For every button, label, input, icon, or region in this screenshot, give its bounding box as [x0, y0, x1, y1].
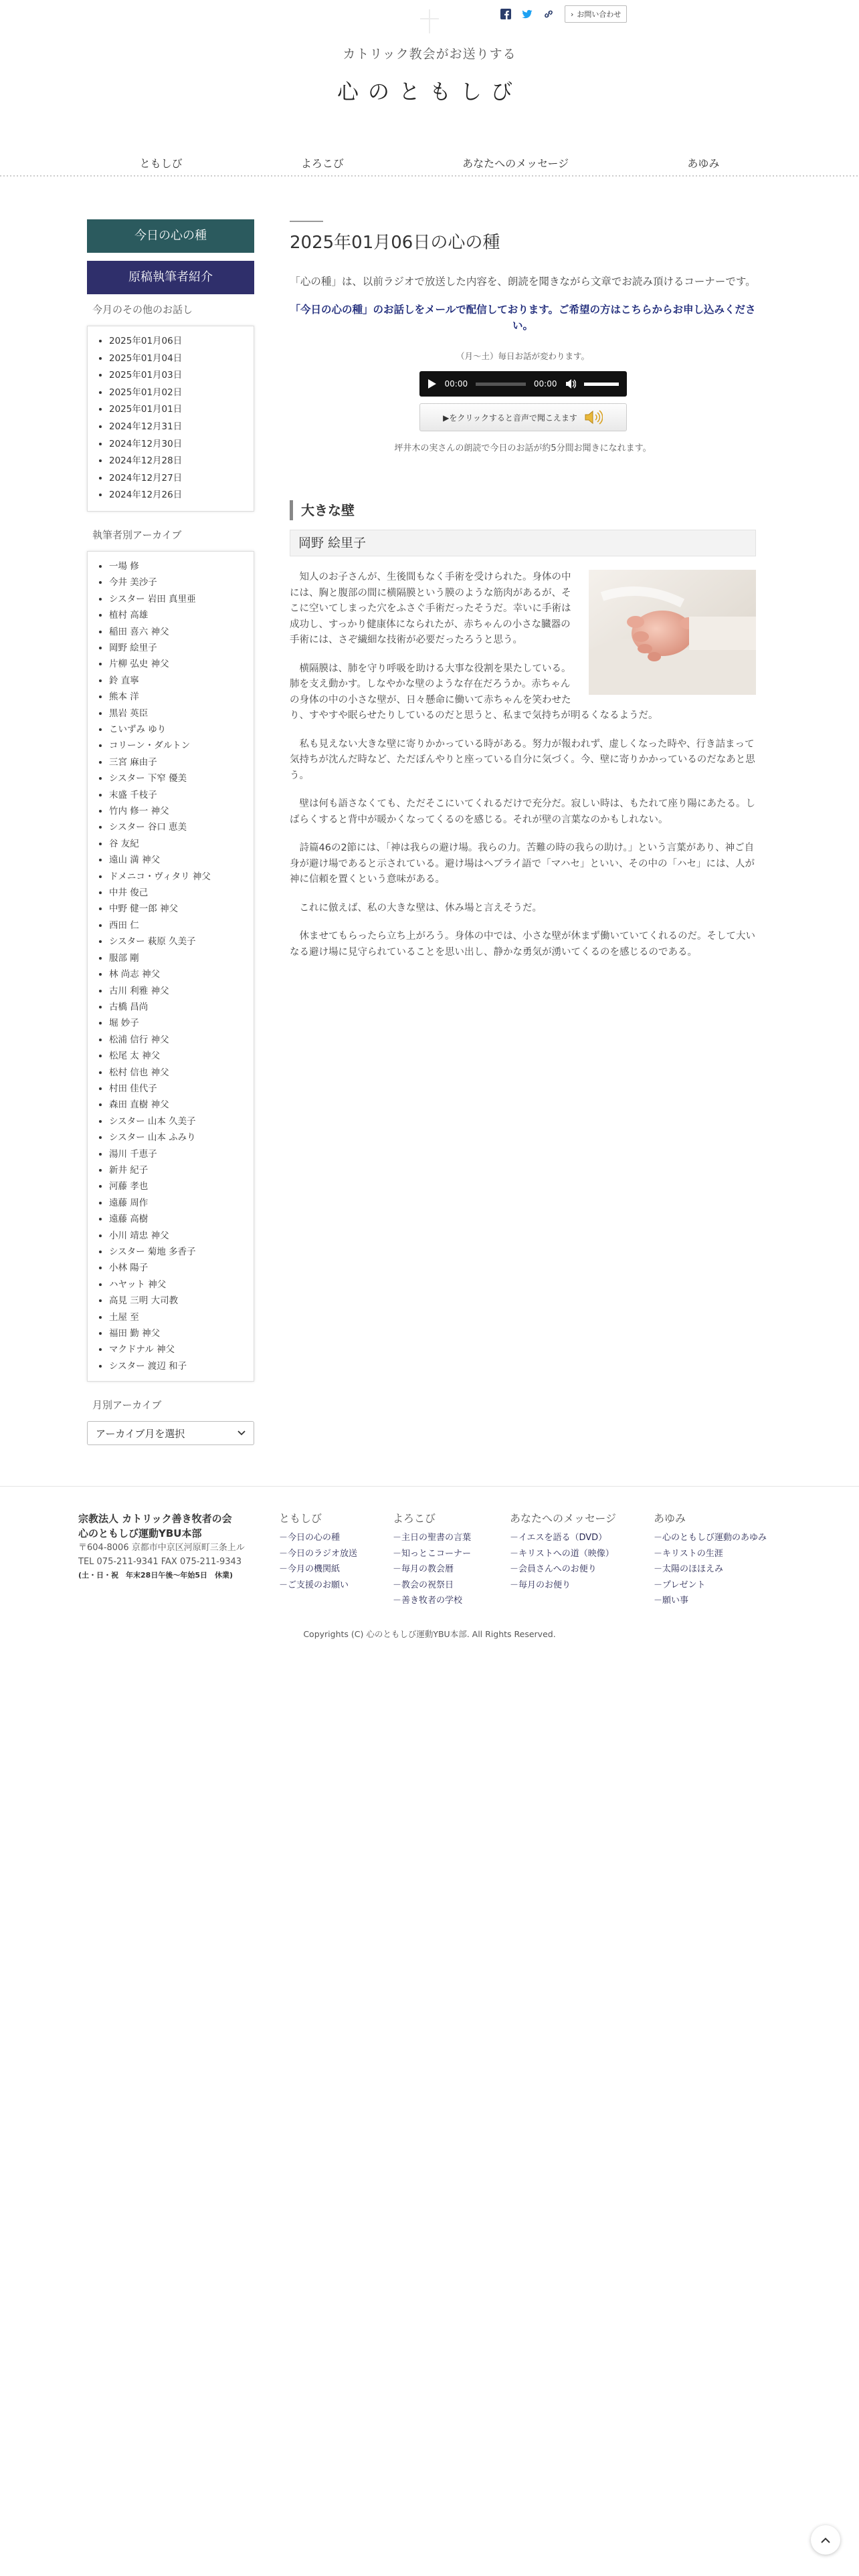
author-link[interactable]: • 黒岩 英臣 — [109, 706, 246, 722]
author-link[interactable]: • 湯川 千恵子 — [109, 1146, 246, 1162]
author-link[interactable]: • 古橋 昌尚 — [109, 999, 246, 1015]
footer-link-label: 今日の心の種 — [288, 1533, 341, 1543]
schedule-note: （月～土）毎日お話が変わります。 — [456, 351, 589, 361]
chevron-right-icon: › — [571, 9, 574, 19]
footer-column — [393, 1511, 471, 1609]
author-link[interactable]: • 西田 仁 — [109, 918, 246, 934]
footer-link[interactable] — [279, 1530, 357, 1546]
copyright: Copyrights (C) 心のともしび運動YBU本部. All Rights Reserved. — [303, 1629, 556, 1639]
volume-icon[interactable] — [565, 379, 576, 389]
audio-current-time: 00:00 — [444, 379, 468, 389]
author-link[interactable]: • こいずみ ゆり — [109, 722, 246, 738]
footer-link-label: 毎月のお便り — [518, 1580, 571, 1590]
author-link[interactable]: • 高見 三明 大司教 — [109, 1293, 246, 1309]
dash-icon: － — [393, 1596, 402, 1606]
dash-icon: － — [279, 1533, 288, 1543]
other-stories-heading: 今月のその他のお話し — [92, 304, 193, 316]
story-date-link[interactable]: • 2025年01月02日 — [109, 385, 246, 402]
author-link[interactable]: • 小川 靖忠 神父 — [109, 1228, 246, 1244]
audio-progress-bar[interactable] — [476, 383, 526, 386]
author-link[interactable]: • シスター 萩原 久美子 — [109, 934, 246, 950]
footer-link-label: 教会の祝祭日 — [401, 1580, 454, 1590]
footer-link[interactable] — [393, 1578, 471, 1594]
footer-column-title[interactable]: ともしび — [279, 1512, 322, 1525]
author-link[interactable]: • 鈴 直寧 — [109, 673, 246, 689]
cross-decoration — [418, 8, 441, 35]
footer-link[interactable] — [654, 1546, 767, 1562]
story-date-link[interactable]: • 2024年12月27日 — [109, 470, 246, 488]
story-date-link[interactable]: • 2025年01月01日 — [109, 401, 246, 419]
author-link[interactable]: • 新井 紀子 — [109, 1162, 246, 1178]
audio-player — [419, 371, 627, 397]
dash-icon: － — [510, 1548, 519, 1559]
dash-icon: － — [654, 1533, 663, 1543]
footer-link-label: 毎月の教会暦 — [401, 1564, 454, 1574]
footer-link-label: 太陽のほほえみ — [662, 1564, 724, 1574]
dash-icon: － — [510, 1580, 519, 1590]
story-date-link[interactable]: • 2024年12月30日 — [109, 436, 246, 453]
monthly-archive-select[interactable] — [87, 1421, 254, 1445]
author-link[interactable]: • シスター 山本 ふみり — [109, 1130, 246, 1146]
author-link[interactable]: • コリーン・ダルトン — [109, 738, 246, 754]
author-link[interactable]: • 片柳 弘史 神父 — [109, 656, 246, 672]
main-content — [290, 221, 756, 973]
author-link[interactable]: • 熊本 洋 — [109, 689, 246, 705]
nav-item-tomoshibi[interactable]: ともしび — [139, 156, 183, 170]
social-bar — [500, 4, 627, 24]
footer-link-label: 知っとこコーナー — [401, 1548, 472, 1559]
monthly-archive-heading: 月別アーカイブ — [92, 1399, 162, 1412]
contact-label: お問い合わせ — [577, 10, 622, 19]
site-title[interactable]: 心のともしび — [337, 79, 522, 104]
footer-link-label: キリストの生涯 — [662, 1548, 723, 1559]
speaker-icon — [584, 409, 603, 425]
author-link[interactable]: • シスター 岩田 真里亜 — [109, 591, 246, 607]
essay-paragraph: 休ませてもらったら立ち上がろう。身体の中では、小さな壁が休まず働いていてくれるのだ。そして大いなる避け場に見守られていることを思い出し、静かな勇気が湧いてくるのを感じるのである。 — [290, 931, 755, 958]
story-date-link[interactable]: • 2025年01月04日 — [109, 350, 246, 368]
footer-column-title[interactable]: あなたへのメッセージ — [510, 1512, 617, 1525]
footer-column — [654, 1511, 767, 1609]
author-link[interactable]: • 遠藤 高樹 — [109, 1211, 246, 1227]
author-link[interactable]: • シスター 菊地 多香子 — [109, 1244, 246, 1260]
footer-link[interactable] — [510, 1578, 616, 1594]
footer-link[interactable] — [654, 1578, 767, 1594]
footer-link[interactable] — [279, 1578, 357, 1594]
title-rule — [290, 221, 323, 222]
footer-org-subname: 心のともしび運動YBU本部 — [78, 1527, 202, 1539]
story-date-link[interactable]: • 2025年01月06日 — [109, 333, 246, 350]
intro-text: 「心の種」は、以前ラジオで放送した内容を、朗読を聞きながら文章でお読み頂けるコーナーです。 — [290, 276, 756, 288]
dash-icon: － — [654, 1564, 663, 1574]
footer-org-info — [78, 1511, 259, 1582]
footer-link[interactable] — [393, 1593, 471, 1609]
dash-icon: － — [393, 1533, 402, 1543]
footer-link-label: 願い事 — [662, 1596, 689, 1606]
reader-note: 坪井木の実さんの朗読で今日のお話が約5分間お聞きになれます。 — [394, 443, 652, 453]
back-to-top-button[interactable] — [811, 2525, 840, 2555]
author-link[interactable]: • 森田 直樹 神父 — [109, 1097, 246, 1113]
footer-column-title[interactable]: あゆみ — [654, 1512, 686, 1525]
chevron-down-icon — [237, 1430, 246, 1436]
essay-paragraph: 壁は何も語さなくても、ただそこにいてくれるだけで充分だ。寂しい時は、もたれて座り陽にあたる。しばらくすると背中が暖かくなってくるのを感じる。それが壁の言葉なのかもしれない。 — [290, 798, 755, 825]
author-link[interactable]: • ドメニコ・ヴィタリ 神父 — [109, 869, 246, 885]
story-date-link[interactable]: • 2024年12月28日 — [109, 453, 246, 470]
author-link[interactable]: • 稲田 喜六 神父 — [109, 624, 246, 640]
author-link[interactable]: • 中井 俊己 — [109, 885, 246, 901]
nav-item-ayumi[interactable]: あゆみ — [687, 156, 720, 170]
footer-hours: (土・日・祝 年末28日午後～年始5日 休業) — [78, 1571, 233, 1580]
baby-hand-image — [589, 570, 756, 695]
author-link[interactable]: • 村田 佳代子 — [109, 1081, 246, 1097]
author-link[interactable]: • シスター 山本 久美子 — [109, 1113, 246, 1130]
footer-column — [510, 1511, 616, 1593]
author-link[interactable]: • 竹内 修一 神父 — [109, 803, 246, 819]
footer-link[interactable] — [393, 1530, 471, 1546]
footer-link-label: 善き牧者の学校 — [401, 1596, 463, 1606]
dash-icon: － — [393, 1564, 402, 1574]
author-link[interactable]: • マクドナル 神父 — [109, 1341, 246, 1358]
author-link[interactable]: • 谷 友紀 — [109, 836, 246, 852]
global-nav — [0, 148, 859, 177]
essay-title: 大きな壁 — [290, 500, 756, 520]
author-link[interactable]: • 小林 陽子 — [109, 1260, 246, 1276]
post-title: 2025年01月06日の心の種 — [290, 233, 500, 253]
today-seed-button[interactable]: 今日の心の種 — [87, 219, 254, 253]
footer-tel: TEL 075-211-9341 FAX 075-211-9343 — [78, 1557, 242, 1567]
footer-link[interactable] — [510, 1562, 616, 1578]
author-list — [96, 558, 246, 1374]
chevron-up-icon — [821, 2537, 830, 2543]
other-stories-box — [87, 326, 254, 512]
author-link[interactable]: • 福田 勤 神父 — [109, 1325, 246, 1341]
author-link[interactable]: • 松浦 信行 神父 — [109, 1032, 246, 1048]
essay-body — [290, 570, 756, 960]
contact-button[interactable] — [565, 5, 627, 23]
footer-link[interactable] — [510, 1530, 616, 1546]
story-date-link[interactable]: • 2024年12月26日 — [109, 487, 246, 504]
author-link[interactable]: • 古川 利雅 神父 — [109, 983, 246, 999]
nav-item-message[interactable]: あなたへのメッセージ — [462, 156, 569, 170]
footer-link[interactable] — [510, 1546, 616, 1562]
nav-item-yorokobi[interactable]: よろこび — [300, 156, 344, 170]
essay-paragraph: 横隔膜は、肺を守り呼吸を助ける大事な役割を果たしている。肺を支え動かす。しなやかな壁のような存在だろうか。赤ちゃんの身体の中の小さな壁が、日々懸命に働いて赤ちゃんを笑わせたり、すやすや眠らせたりしているのだと思うと、私まで気持ちが明るくなるようだ。 — [290, 663, 658, 721]
footer-link-label: イエスを語る（DVD） — [518, 1533, 607, 1543]
author-link[interactable]: • シスター 谷口 恵美 — [109, 819, 246, 835]
author-link[interactable]: • 遠藤 周作 — [109, 1195, 246, 1211]
link-icon[interactable] — [543, 9, 554, 19]
mail-subscription-link[interactable]: 「今日の心の種」のお話しをメールで配信しております。ご希望の方はこちらからお申し込みください。 — [290, 304, 756, 332]
footer-link-label: 今月の機関紙 — [288, 1564, 341, 1574]
footer-link-label: 主日の聖書の言葉 — [401, 1533, 472, 1543]
author-link[interactable]: • 堀 妙子 — [109, 1015, 246, 1031]
dash-icon: － — [393, 1580, 402, 1590]
listen-audio-button[interactable] — [419, 403, 627, 431]
dash-icon: － — [279, 1548, 288, 1559]
author-archive-box — [87, 551, 254, 1382]
footer-link-label: ご支援のお願い — [288, 1580, 349, 1590]
footer-link[interactable] — [654, 1530, 767, 1546]
monthly-archive-value: アーカイブ月を選択 — [96, 1427, 185, 1440]
author-link[interactable]: • 岡野 絵里子 — [109, 640, 246, 656]
play-icon[interactable] — [427, 379, 437, 389]
footer-link-label: 会員さんへのお便り — [518, 1564, 597, 1574]
footer-org-name: 宗教法人 カトリック善き牧者の会 — [78, 1513, 232, 1525]
dash-icon: － — [654, 1548, 663, 1559]
nav-divider — [0, 175, 859, 177]
date-list — [96, 333, 246, 504]
author-link[interactable]: • 土屋 至 — [109, 1309, 246, 1325]
essay-paragraph: 私も見えない大きな壁に寄りかかっている時がある。努力が報われず、虚しくなった時や、行き詰まって気持ちが沈んだ時など、ただぼんやりと座っている自分に気づく。今、壁に寄りかかっているのだなあと思う。 — [290, 738, 755, 781]
footer-link-label: プレゼント — [662, 1580, 706, 1590]
author-link[interactable]: • 植村 高雄 — [109, 607, 246, 623]
footer-link[interactable] — [654, 1593, 767, 1609]
author-link[interactable]: • シスター 渡辺 和子 — [109, 1358, 246, 1374]
author-link[interactable]: • 三宮 麻由子 — [109, 754, 246, 770]
twitter-icon[interactable] — [522, 9, 533, 19]
dash-icon: － — [510, 1564, 519, 1574]
dash-icon: － — [393, 1548, 402, 1559]
footer-link[interactable] — [393, 1546, 471, 1562]
author-link[interactable]: • 服部 剛 — [109, 950, 246, 966]
dash-icon: － — [510, 1533, 519, 1543]
footer-divider — [0, 1486, 859, 1487]
footer-address: 〒604-8006 京都市中京区河原町三条上ル — [78, 1543, 245, 1553]
essay-paragraph: 知人のお子さんが、生後間もなく手術を受けられた。身体の中には、胸と腹部の間に横隔膜という膜のような筋肉があるが、そこに空いてしまった穴をふさぐ手術だったそうだ。幸いに手術は成功し、すっかり健康体になられたが、赤ちゃんの小さな臓器の手術には、さぞ繊細な技術が必要だったろうと思う。 — [290, 572, 571, 645]
audio-duration: 00:00 — [533, 379, 557, 389]
author-link[interactable]: • シスター 下窄 優美 — [109, 770, 246, 786]
essay-paragraph: 詩篇46の2節には、「神は我らの避け場。我らの力。苦難の時の我らの助け。」という言葉があり、神ご自身が避け場であると示されている。避け場はヘブライ語で「マハセ」といい、その中の「ハセ」には、人が神に信頼を置くという意味がある。 — [290, 843, 755, 885]
story-date-link[interactable]: • 2025年01月03日 — [109, 367, 246, 385]
author-link[interactable]: • 中野 健一郎 神父 — [109, 901, 246, 917]
footer-link[interactable] — [279, 1546, 357, 1562]
footer-link[interactable] — [654, 1562, 767, 1578]
authors-intro-button[interactable]: 原稿執筆者紹介 — [87, 261, 254, 294]
author-link[interactable]: • 林 尚志 神父 — [109, 966, 246, 982]
author-link[interactable]: • 松村 信也 神父 — [109, 1065, 246, 1081]
story-date-link[interactable]: • 2024年12月31日 — [109, 419, 246, 436]
site-tagline: カトリック教会がお送りする — [343, 47, 516, 62]
author-link[interactable]: • 末盛 千枝子 — [109, 787, 246, 803]
essay-paragraph: これに倣えば、私の大きな壁は、休み場と言えそうだ。 — [299, 902, 542, 914]
author-link[interactable]: • 今井 美沙子 — [109, 574, 246, 591]
author-link[interactable]: • 遠山 満 神父 — [109, 852, 246, 868]
dash-icon: － — [654, 1580, 663, 1590]
footer-link-label: 今日のラジオ放送 — [288, 1548, 358, 1559]
dash-icon: － — [654, 1596, 663, 1606]
footer-link[interactable] — [393, 1562, 471, 1578]
listen-label: ▶をクリックすると音声で聞こえます — [443, 413, 577, 423]
author-link[interactable]: • ハヤット 神父 — [109, 1277, 246, 1293]
author-archive-heading: 執筆者別アーカイブ — [92, 528, 182, 541]
author-link[interactable]: • 河藤 孝也 — [109, 1178, 246, 1194]
footer-link-label: 心のともしび運動のあゆみ — [662, 1533, 767, 1543]
footer-column-title[interactable]: よろこび — [393, 1512, 436, 1525]
sidebar — [87, 219, 254, 1445]
author-link[interactable]: • 一場 修 — [109, 558, 246, 574]
essay-author[interactable]: 岡野 絵里子 — [290, 530, 756, 556]
dash-icon: － — [279, 1580, 288, 1590]
dash-icon: － — [279, 1564, 288, 1574]
author-link[interactable]: • 松尾 太 神父 — [109, 1048, 246, 1064]
footer-link-label: キリストへの道（映像） — [518, 1548, 614, 1559]
facebook-icon[interactable] — [500, 9, 511, 19]
footer-column — [279, 1511, 357, 1593]
footer-link[interactable] — [279, 1562, 357, 1578]
volume-slider[interactable] — [584, 383, 619, 386]
